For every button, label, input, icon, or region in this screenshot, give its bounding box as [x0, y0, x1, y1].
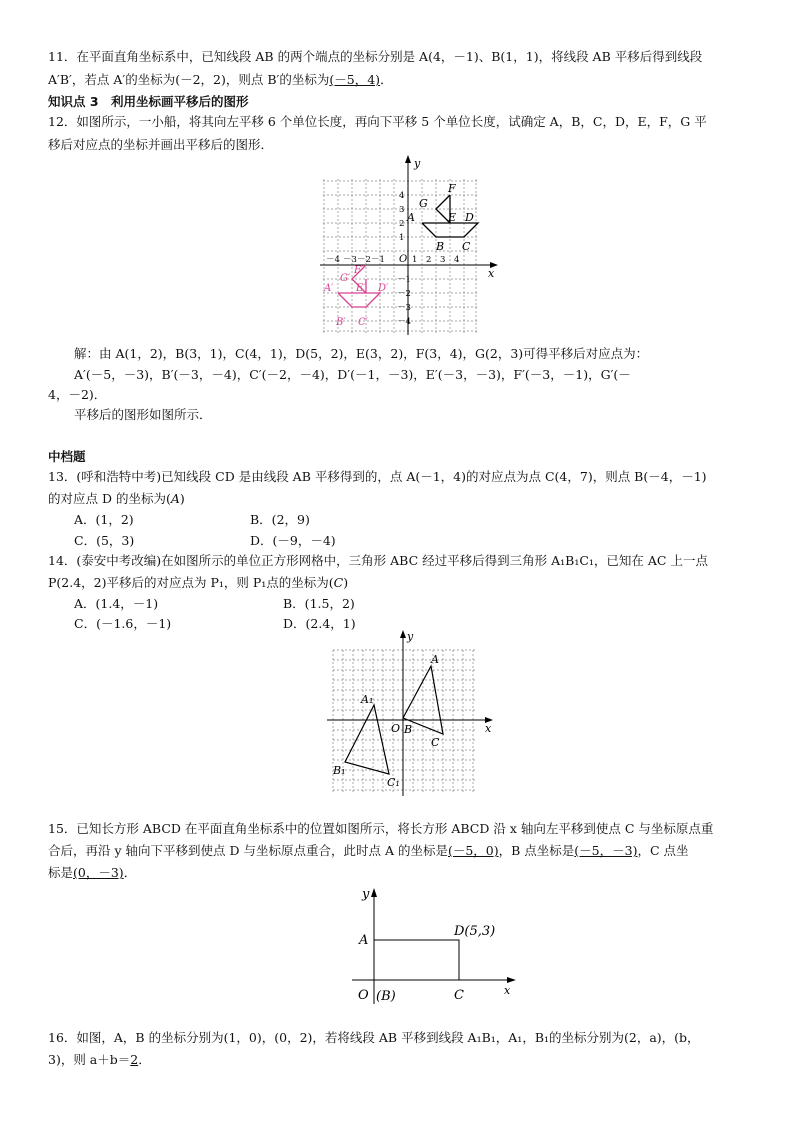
q15-line1: 15．已知长方形 ABCD 在平面直角坐标系中的位置如图所示，将长方形 ABCD 沿 x 轴向左平移到使点 C 与坐标原点重 — [48, 821, 714, 836]
q15-answer-b: (－5，－3) — [574, 843, 638, 858]
q11-line2: A′B′，若点 A′的坐标为(－2，2)，则点 B′的坐标为(－5，4)． — [48, 72, 393, 87]
q14-line1: 14．(泰安中考改编)在如图所示的单位正方形网格中，三角形 ABC 经过平移后得到三角形 A₁B₁C₁，已知在 AC 上一点 — [48, 553, 708, 568]
fig1-label-G-prime: G′ — [340, 273, 351, 284]
fig2-y-label: y — [407, 630, 414, 643]
fig1-xtick: －3 — [343, 255, 357, 265]
fig1-ytick: 4 — [399, 191, 405, 201]
q13-option-d: D．(－9，－4) — [250, 533, 336, 548]
fig1-label-G: G — [419, 197, 428, 210]
fig1-label-A: A — [407, 211, 415, 224]
fig1-label-F: F — [448, 182, 456, 195]
fig2-origin: O — [391, 722, 401, 735]
q15-answer-c: (0，－3) — [73, 865, 124, 880]
q14-option-b: B．(1.5，2) — [283, 596, 355, 611]
q11-line1: 11．在平面直角坐标系中，已知线段 AB 的两个端点的坐标分别是 A(4，－1)、B(1，1)，将线段 AB 平移后得到线段 — [48, 49, 703, 64]
triangle-a1b1c1 — [345, 705, 389, 774]
fig2-label-A1: A₁ — [361, 693, 374, 706]
fig1-xtick: －1 — [371, 255, 385, 265]
fig1-ytick: －4 — [397, 317, 411, 327]
fig1-x-label: x — [488, 267, 495, 280]
fig3-y-label: y — [362, 887, 370, 902]
q14-answer: C — [333, 575, 344, 590]
fig1-origin: O — [399, 254, 408, 265]
rectangle-figure — [350, 884, 530, 1006]
q15-line2: 合后，再沿 y 轴向下平移到使点 D 与坐标原点重合，此时点 A 的坐标是(－5，0)，B 点坐标是(－5，－3)，C 点坐 — [48, 843, 689, 858]
q12-line2: 移后对应点的坐标并画出平移后的图形． — [48, 137, 274, 152]
q13-line1: 13．(呼和浩特中考)已知线段 CD 是由线段 AB 平移得到的，点 A(－1，4)的对应点为点 C(4，7)，则点 B(－4，－1) — [48, 469, 707, 484]
boat-grid-figure — [318, 155, 504, 337]
q12-solution-line2: A′(－5，－3)，B′(－3，－4)，C′(－2，－4)，D′(－1，－3)，E′(－3，－3)，F′(－3，－1)，G′(－ — [74, 367, 631, 382]
fig1-label-D: D — [465, 211, 474, 224]
fig3-label-D: D(5,3) — [454, 924, 496, 939]
q13-line2: 的对应点 D 的坐标为(A) — [48, 491, 185, 506]
fig1-xtick: 4 — [454, 255, 460, 265]
fig1-label-C-prime: C′ — [358, 317, 368, 328]
fig2-label-B: B — [404, 723, 413, 736]
fig2-label-A: A — [431, 653, 439, 666]
fig1-xtick: －4 — [326, 255, 340, 265]
q15-line3: 标是(0，－3)． — [48, 865, 137, 880]
fig1-label-D-prime: D′ — [378, 283, 389, 294]
q13-option-a: A．(1，2) — [74, 512, 134, 527]
knowledge-point-heading: 知识点 3 利用坐标画平移后的图形 — [48, 94, 249, 109]
fig1-y-label: y — [414, 157, 421, 170]
fig1-ytick: －2 — [397, 289, 411, 299]
fig1-ytick: 3 — [399, 205, 405, 215]
q14-option-d: D．(2.4，1) — [283, 616, 356, 631]
fig1-xtick: 1 — [412, 255, 418, 265]
fig3-label-C: C — [454, 988, 464, 1003]
q12-solution-line1: 解：由 A(1，2)，B(3，1)，C(4，1)，D(5，2)，E(3，2)，F(3，4)，G(2，3)可得平移后对应点为： — [74, 346, 649, 361]
fig3-origin: O — [358, 988, 369, 1003]
fig1-xtick: －2 — [357, 255, 371, 265]
q14-line2: P(2.4，2)平移后的对应点为 P₁，则 P₁点的坐标为(C) — [48, 575, 349, 590]
q14-option-c: C．(－1.6，－1) — [74, 616, 172, 631]
q13-option-c: C．(5，3) — [74, 533, 135, 548]
fig1-label-A-prime: A′ — [324, 283, 334, 294]
fig1-ytick: －3 — [397, 303, 411, 313]
fig2-x-label: x — [485, 722, 492, 735]
fig3-label-B: (B) — [376, 989, 396, 1004]
fig1-label-F-prime: F′ — [354, 265, 364, 276]
q16-answer: 2 — [130, 1052, 139, 1067]
q12-solution-line3: 4，－2)． — [48, 387, 107, 402]
fig2-label-B1: B₁ — [333, 764, 346, 777]
fig1-xtick: 3 — [440, 255, 446, 265]
fig1-ytick: －1 — [397, 275, 411, 285]
triangle-grid-figure — [325, 628, 503, 798]
fig1-label-B-prime: B′ — [336, 317, 346, 328]
q13-answer: A — [170, 491, 180, 506]
fig1-label-B: B — [436, 240, 445, 253]
q16-line2: 3)，则 a＋b＝2． — [48, 1052, 151, 1067]
fig1-label-E-prime: E′ — [356, 283, 366, 294]
q15-answer-a: (－5，0) — [447, 843, 499, 858]
fig1-label-E: E — [448, 211, 457, 224]
fig2-label-C: C — [431, 736, 440, 749]
q11-answer: (－5，4) — [329, 72, 381, 87]
fig3-label-A: A — [359, 933, 369, 948]
fig3-x-label: x — [504, 984, 511, 997]
q12-line1: 12．如图所示，一小船，将其向左平移 6 个单位长度，再向下平移 5 个单位长度，试确定 A，B，C，D，E，F，G 平 — [48, 114, 707, 129]
q16-line1: 16．如图，A，B 的坐标分别为(1，0)，(0，2)，若将线段 AB 平移到线段 A₁B₁，A₁，B₁的坐标分别为(2，a)，(b， — [48, 1030, 700, 1045]
q12-solution-line4: 平移后的图形如图所示． — [74, 407, 212, 422]
fig2-label-C1: C₁ — [387, 776, 400, 789]
section-heading-mid: 中档题 — [48, 449, 86, 464]
fig1-label-C: C — [462, 240, 471, 253]
q14-option-a: A．(1.4，－1) — [74, 596, 159, 611]
fig1-ytick: 2 — [399, 219, 405, 229]
fig1-ytick: 1 — [399, 233, 405, 243]
q13-option-b: B．(2，9) — [250, 512, 310, 527]
fig1-xtick: 2 — [426, 255, 432, 265]
